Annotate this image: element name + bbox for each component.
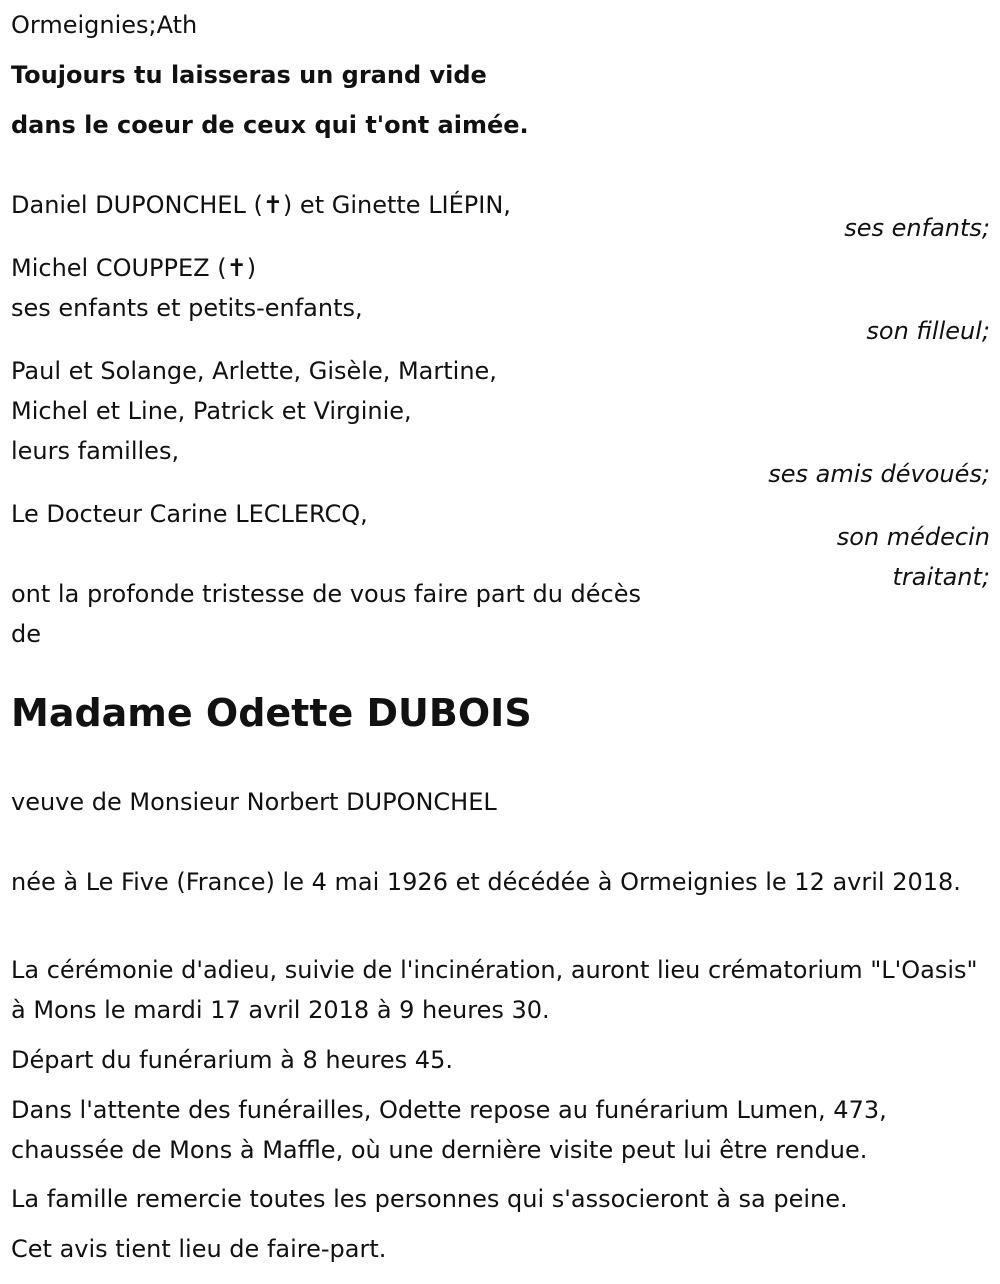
family-group-1 xyxy=(11,185,731,225)
family-3-line-1: Paul et Solange, Arlette, Gisèle, Martine, xyxy=(11,357,497,385)
family-1-relation: ses enfants; xyxy=(844,214,990,242)
family-group-2 xyxy=(11,248,731,328)
location-text: Ormeignies;Ath xyxy=(11,11,198,39)
family-3-relation: ses amis dévoués; xyxy=(768,460,990,488)
poem-line-2: dans le coeur de ceux qui t'ont aimée. xyxy=(11,111,529,139)
thanks-paragraph: La famille remercie toutes les personnes qui s'associeront à sa peine. xyxy=(11,1185,848,1213)
family-2-line-2: ses enfants et petits-enfants, xyxy=(11,294,363,322)
family-1-line-1: Daniel DUPONCHEL (✝) et Ginette LIÉPIN, xyxy=(11,191,511,219)
announcement-line-1: ont la profonde tristesse de vous faire part du décès xyxy=(11,580,641,608)
family-2-relation: son filleul; xyxy=(866,317,990,345)
family-3-line-3: leurs familles, xyxy=(11,437,180,465)
departure-paragraph: Départ du funérarium à 8 heures 45. xyxy=(11,1046,453,1074)
birth-death-paragraph: née à Le Five (France) le 4 mai 1926 et décédée à Ormeignies le 12 avril 2018. xyxy=(11,868,961,896)
widow-of-text: veuve de Monsieur Norbert DUPONCHEL xyxy=(11,788,497,816)
notice-paragraph: Cet avis tient lieu de faire-part. xyxy=(11,1235,387,1263)
family-4-relation-line-2: traitant; xyxy=(892,563,990,591)
family-4-line-1: Le Docteur Carine LECLERCQ, xyxy=(11,500,368,528)
ceremony-paragraph: La cérémonie d'adieu, suivie de l'incinération, auront lieu crématorium "L'Oasis" à Mons le mardi 17 avril 2018 à 9 heures 30. xyxy=(11,956,978,1024)
family-4-relation xyxy=(837,517,990,597)
announcement xyxy=(11,574,731,654)
deceased-name: Madame Odette DUBOIS xyxy=(11,691,532,735)
poem-line-1: Toujours tu laisseras un grand vide xyxy=(11,61,487,89)
family-4-relation-line-1: son médecin xyxy=(836,523,990,551)
family-group-3 xyxy=(11,351,731,471)
family-group-4 xyxy=(11,494,731,534)
family-2-line-1: Michel COUPPEZ (✝) xyxy=(11,254,257,282)
announcement-line-2: de xyxy=(11,620,41,648)
family-3-line-2: Michel et Line, Patrick et Virginie, xyxy=(11,397,412,425)
visit-paragraph: Dans l'attente des funérailles, Odette repose au funérarium Lumen, 473, chaussée de Mons à Maffle, où une dernière visite peut lui être rendue. xyxy=(11,1096,887,1164)
